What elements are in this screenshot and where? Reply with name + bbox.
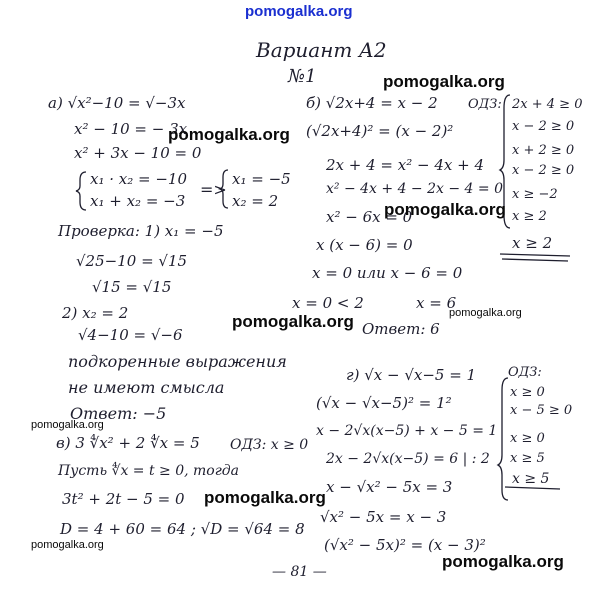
page-number: — 81 — [272,564,327,580]
part-a-line-1: а) √x²−10 = √−3x [48,94,186,112]
part-g-line-3: x − 2√x(x−5) + x − 5 = 1 [316,423,498,439]
part-v-line-3: 3t² + 2t − 5 = 0 [62,490,185,508]
variant-title: Вариант А2 [256,38,387,62]
odz-g-underline [505,487,560,489]
part-v-line-4: D = 4 + 60 = 64 ; √D = √64 = 8 [60,520,305,538]
site-watermark: pomogalka.org [383,72,505,91]
odz-g-1: x ≥ 0 [510,385,545,400]
odz-b-5: x ≥ −2 [512,187,558,202]
part-g-line-2: (√x − √x−5)² = 1² [316,394,452,412]
site-watermark: pomogalka.org [204,488,326,507]
odz-g-label: ОДЗ: [508,365,542,380]
site-watermark: pomogalka.org [31,419,104,431]
odz-b-underline [500,254,570,256]
site-watermark: pomogalka.org [449,307,522,319]
part-a-answer: Ответ: −5 [70,404,167,423]
part-a-check-1: √25−10 = √15 [76,252,188,270]
odz-g-3: x ≥ 0 [510,431,545,446]
part-a-check-3: 2) x₂ = 2 [62,304,129,322]
task-number: №1 [288,66,317,87]
part-a-check-2: √15 = √15 [92,278,172,296]
site-watermark: pomogalka.org [232,312,354,331]
odz-b-6: x ≥ 2 [512,209,547,224]
odz-b-4: x − 2 ≥ 0 [512,163,575,178]
implication-arrow: => [200,180,227,199]
odz-b-result: x ≥ 2 [512,234,553,252]
part-b-line-2: (√2x+4)² = (x − 2)² [306,122,454,140]
part-b-line-7: x = 0 или x − 6 = 0 [312,264,463,282]
part-b-answer: Ответ: 6 [362,320,440,338]
part-g-line-4: 2x − 2√x(x−5) = 6 | : 2 [326,451,490,467]
odz-g-2: x − 5 ≥ 0 [510,403,573,418]
part-v-line-1: в) 3 ∜x² + 2 ∜x = 5 [56,434,200,452]
part-a-root-2: x₂ = 2 [232,192,279,210]
site-watermark: pomogalka.org [168,125,290,144]
part-a-check-4: √4−10 = √−6 [78,326,183,344]
part-g-line-7: (√x² − 5x)² = (x − 3)² [324,536,486,554]
part-g-line-1: г) √x − √x−5 = 1 [346,366,477,384]
part-b-line-1: б) √2x+4 = x − 2 [306,94,438,112]
odz-b-3: x + 2 ≥ 0 [512,143,575,158]
odz-brace-g [498,378,508,500]
part-a-check: Проверка: 1) x₁ = −5 [58,222,224,240]
odz-b-2: x − 2 ≥ 0 [512,119,575,134]
part-a-system-1: x₁ · x₂ = −10 [90,170,188,188]
part-g-line-6: √x² − 5x = x − 3 [320,508,447,526]
part-b-root-1: x = 0 < 2 [292,294,364,312]
part-v-odz: ОДЗ: x ≥ 0 [230,437,309,453]
odz-b-1: 2x + 4 ≥ 0 [512,97,583,112]
part-a-root-1: x₁ = −5 [232,170,291,188]
site-watermark: pomogalka.org [384,200,506,219]
part-a-line-2: x² − 10 = − 3x [74,120,188,138]
part-b-line-5: x² − 6x = 0 [326,208,413,226]
part-b-line-3: 2x + 4 = x² − 4x + 4 [326,156,484,174]
part-b-line-4: x² − 4x + 4 − 2x − 4 = 0 [326,181,503,197]
site-watermark: pomogalka.org [442,552,564,571]
site-watermark: pomogalka.org [31,539,104,551]
part-g-line-5: x − √x² − 5x = 3 [326,478,453,496]
odz-b-label: ОДЗ: [468,97,502,112]
odz-g-4: x ≥ 5 [510,451,545,466]
odz-b-underline-2 [502,259,568,261]
part-a-note-2: не имеют смысла [68,378,225,397]
odz-g-result: x ≥ 5 [512,471,550,487]
part-b-line-6: x (x − 6) = 0 [316,236,413,254]
part-b-root-2: x = 6 [416,294,457,312]
system-brace-a [76,172,86,210]
part-a-system-2: x₁ + x₂ = −3 [90,192,186,210]
part-a-line-3: x² + 3x − 10 = 0 [74,144,202,162]
part-v-line-2: Пусть ∜x = t ≥ 0, тогда [58,463,240,479]
site-watermark-top: pomogalka.org [245,3,353,20]
part-a-note-1: подкоренные выражения [68,352,287,371]
